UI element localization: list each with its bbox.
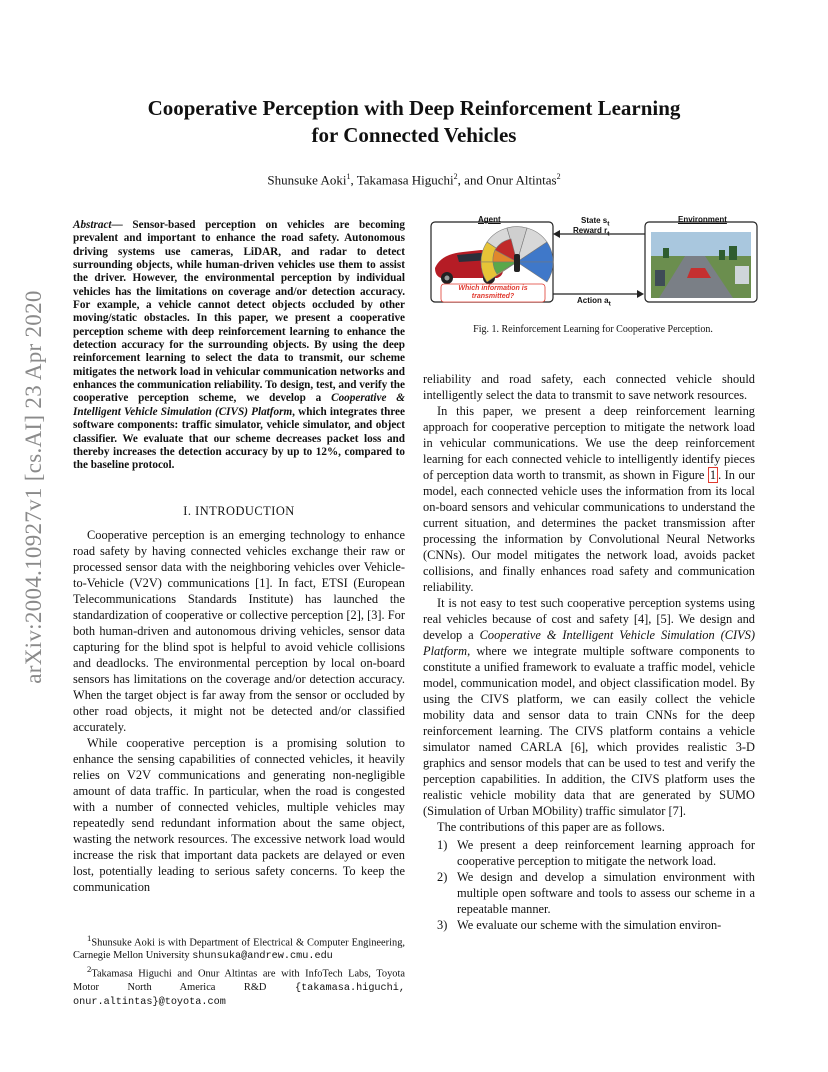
paper-title	[100, 95, 728, 149]
figure-1-caption: Fig. 1. Reinforcement Learning for Cooperative Perception.	[473, 324, 713, 335]
abstract-text-2: , which integrates three software components: traffic simulator, vehicle simulator, and object classifier. We evaluate that our scheme decreases packet loss and thereby increases the detection accuracy by up to 12%, compared to the baseline protocol.	[73, 405, 405, 472]
environment-label: Environment	[678, 215, 727, 224]
right-paragraph-civs: It is not easy to test such cooperative perception systems using real vehicles because of cost and safety [4], [5]. We design and develop a Cooperative & Intelligent Vehicle Simulation (CIVS) Platform, where we integrate multiple software components to constitute a unified framework to evaluate a traffic model, vehicle model, communication model, and object classification model. By using the CIVS platform, we can easily collect the vehicle mobility data and sensor data to train CNNs for the deep reinforcement learning. The CIVS platform contains a vehicle simulator named CARLA [6], which provides realistic 3-D graphics and sensor models that can be used to test and verify the perception capabilities. In addition, the CIVS platform uses the realistic vehicle mobility data that are generated by SUMO (Simulation of Urban MObility) traffic simulator [7].	[423, 596, 755, 818]
author-1-name: Shunsuke Aoki	[267, 172, 347, 188]
action-label: Action $a_t$	[577, 296, 611, 308]
title-line-1: Cooperative Perception with Deep Reinforcement Learning	[147, 96, 681, 120]
footnote-1	[73, 932, 405, 963]
reward-label: Reward $r_t$	[573, 226, 610, 238]
environment-scene-image	[651, 232, 751, 298]
question-text: Which information is transmitted?	[458, 285, 528, 300]
footnote-1-marker: 1	[87, 933, 92, 943]
agent-label: Agent	[478, 215, 501, 224]
intro-paragraph-2: While cooperative perception is a promising solution to enhance the sensing capabilities of connected vehicles, it heavily relies on V2V communications and generating non-negligible amount of data traffic. In particular, when the road is congested with a number of connected vehicles, multiple vehicles may repeatedly send redundant information about the same object, wasting the network resources. The excessive network load would increase the risk that important data packets are delayed or even lost, potentially leading to serious safety concerns. To keep the communication	[73, 736, 405, 894]
right-paragraph-contributions-intro: The contributions of this paper are as follows.	[437, 820, 665, 834]
figure-1-reference-link[interactable]: 1	[709, 468, 717, 482]
figure-1	[423, 210, 763, 310]
introduction-left-column	[73, 527, 405, 895]
introduction-right-column	[423, 371, 755, 933]
author-2-name: , Takamasa Higuchi	[350, 172, 454, 188]
state-label: State $s_t$	[581, 216, 610, 228]
footnote-1-text: Shunsuke Aoki is with Department of Electrical & Computer Engineering, Carnegie Mellon University	[73, 937, 405, 962]
contribution-item: 3) We evaluate our scheme with the simulation environ-	[437, 918, 722, 932]
footnote-2-marker: 2	[87, 964, 92, 975]
right-paragraph-approach: In this paper, we present a deep reinforcement learning approach for cooperative perception to mitigate the network load in vehicular communications. We use the deep reinforcement learning for each connected vehicle to intelligently identify pieces of perception data worth to transmit, as shown in Figure 1 . In our model, each connected vehicle uses the information from its local on-board sensors and vehicular communications to understand the current situation, and determines the packet transmission after processing the information by Convolutional Neural Networks (CNNs). Our model mitigates the network load, avoids packet collisions, and finally enhances road safety and communication reliability.	[423, 404, 755, 594]
footnote-1-email: shunsuka@andrew.cmu.edu	[192, 951, 333, 963]
abstract-dash: —	[111, 219, 133, 231]
author-list	[100, 172, 728, 188]
author-3-affiliation: 2	[556, 172, 561, 181]
author-3-name: , and Onur Altintas	[457, 172, 557, 188]
abstract-label: Abstract	[73, 219, 112, 231]
author-2-affiliation: 2	[453, 172, 458, 181]
contribution-item: 2) We design and develop a simulation environment with multiple open software and tools to assess our scheme in a repeatable manner.	[437, 870, 755, 916]
right-paragraph-continued: reliability and road safety, each connected vehicle should intelligently select the data to transmit to save network resources.	[423, 372, 755, 402]
footnotes	[73, 932, 405, 1009]
abstract-text-1: Sensor-based perception on vehicles are becoming prevalent and important to enhance the road safety. Autonomous driving systems use cameras, LiDAR, and radar to detect surrounding objects, while human-driven vehicles use them to assist the driver. However, the environmental perception by individual vehicles has the limitations on coverage and/or detection accuracy. For example, a vehicle cannot detect objects occluded by other moving/static obstacles. In this paper, we present a cooperative perception scheme with deep reinforcement learning to enhance the detection accuracy for the surrounding objects. By using the deep reinforcement learning to select the data to transmit, our scheme mitigates the network load in vehicular communication networks and enhances the communication reliability. To design, test, and verify the cooperative perception scheme, we develop a	[73, 219, 405, 405]
contributions-list	[423, 837, 755, 933]
footnote-2-emails: {takamasa.higuchi, onur.altintas}@toyota.com	[73, 982, 405, 1008]
arxiv-identifier-stamp	[12, 292, 56, 682]
footnote-2-text: Takamasa Higuchi and Onur Altintas are with InfoTech Labs, Toyota Motor North America R&D	[73, 968, 405, 993]
footnote-2	[73, 963, 405, 1008]
civs-platform-name: Cooperative & Intelligent Vehicle Simulation (CIVS) Platform	[423, 628, 755, 658]
abstract-platform-name: Cooperative & Intelligent Vehicle Simulation (CIVS) Platform	[73, 392, 405, 418]
contribution-item: 1) We present a deep reinforcement learning approach for cooperative perception to mitigate the network load.	[437, 838, 755, 868]
abstract	[73, 219, 405, 473]
section-heading-introduction: I. INTRODUCTION	[183, 504, 295, 518]
author-1-affiliation: 1	[346, 172, 351, 181]
title-line-2: for Connected Vehicles	[311, 123, 517, 147]
arxiv-identifier-text: arXiv:2004.10927v1 [cs.AI] 23 Apr 2020	[21, 290, 46, 684]
intro-paragraph-1: Cooperative perception is an emerging technology to enhance road safety by having connected vehicles exchange their raw or processed sensor data with the neighboring vehicles over Vehicle-to-Vehicle (V2V) communications [1]. In fact, ETSI (European Telecommunications Standards Institute) has launched the standardization of cooperative or collective perception [2], [3]. For both human-driven and autonomous driving vehicles, sensor data capturing for the blind spot is helpful to avoid vehicle collisions and deadlocks. The environmental perception by local on-board sensors has limitations on the coverage and/or detection accuracy. When the target object is far away from the sensor or occluded by other road objects, it might not be detected and/or classified accurately.	[73, 528, 405, 734]
